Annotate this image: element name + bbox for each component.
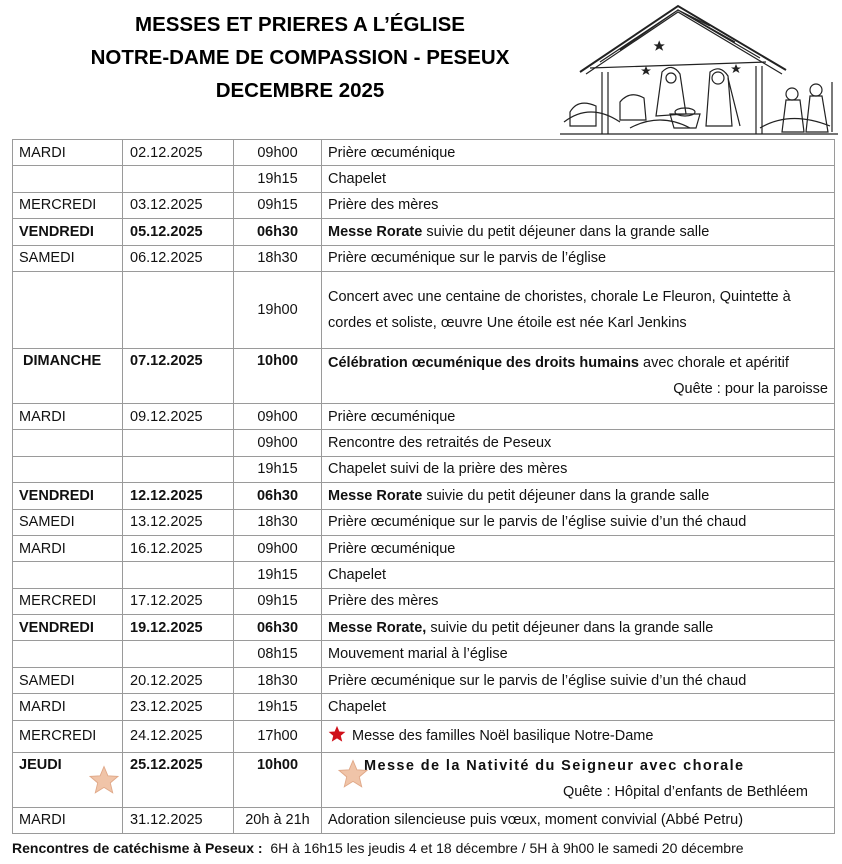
schedule-row <box>13 456 835 482</box>
time-cell: 06h30 <box>234 615 322 641</box>
time-cell: 09h15 <box>234 588 322 614</box>
event-text: suivie du petit déjeuner dans la grande salle <box>422 223 710 240</box>
title-line-1: MESSES ET PRIERES A L’ÉGLISE <box>135 13 465 36</box>
footer-label: Rencontres de catéchisme à Peseux : <box>12 840 263 856</box>
event-cell: Prière œcuménique <box>322 403 835 429</box>
event-cell: Chapelet suivi de la prière des mères <box>322 456 835 482</box>
day-cell: SAMEDI <box>13 509 123 535</box>
time-cell: 18h30 <box>234 245 322 271</box>
date-cell: 31.12.2025 <box>123 807 234 833</box>
event-bold-text: Célébration œcuménique des droits humains <box>328 354 639 371</box>
day-cell: MARDI <box>13 807 123 833</box>
page-title <box>0 8 600 107</box>
day-cell: MERCREDI <box>13 192 123 218</box>
day-cell <box>13 752 123 807</box>
time-cell: 19h00 <box>234 271 322 348</box>
day-cell <box>13 562 123 588</box>
time-cell: 18h30 <box>234 667 322 693</box>
schedule-row <box>13 694 835 720</box>
event-cell: Concert avec une centaine de choristes, chorale Le Fleuron, Quintette à cordes et soliste, œuvre Une étoile est née Karl Jenkins <box>322 271 835 348</box>
time-cell: 19h15 <box>234 166 322 192</box>
event-bold-text: Messe de la Nativité du Seigneur avec chorale <box>364 757 745 774</box>
event-cell: Prière œcuménique sur le parvis de l’église suivie d’un thé chaud <box>322 667 835 693</box>
red-star-icon <box>328 725 346 743</box>
footer-text: 6H à 16h15 les jeudis 4 et 18 décembre / 5H à 9h00 le samedi 20 décembre <box>270 840 744 856</box>
schedule-row <box>13 535 835 561</box>
time-cell: 06h30 <box>234 483 322 509</box>
date-cell <box>123 430 234 456</box>
time-cell: 09h00 <box>234 140 322 166</box>
event-text: avec chorale et apéritif <box>639 354 789 371</box>
event-cell: Chapelet <box>322 166 835 192</box>
event-text: suivie du petit déjeuner dans la grande salle <box>422 487 710 504</box>
time-cell: 08h15 <box>234 641 322 667</box>
schedule-row <box>13 667 835 693</box>
date-cell: 17.12.2025 <box>123 588 234 614</box>
day-cell: MARDI <box>13 403 123 429</box>
time-cell: 18h30 <box>234 509 322 535</box>
event-cell: Mouvement marial à l’église <box>322 641 835 667</box>
schedule-row <box>13 752 835 807</box>
date-cell: 05.12.2025 <box>123 219 234 245</box>
time-cell: 17h00 <box>234 720 322 752</box>
schedule-row <box>13 615 835 641</box>
schedule-row <box>13 430 835 456</box>
event-cell <box>322 483 835 509</box>
time-cell: 09h15 <box>234 192 322 218</box>
day-cell: DIMANCHE <box>13 348 123 403</box>
date-cell <box>123 562 234 588</box>
event-cell <box>322 219 835 245</box>
schedule-row <box>13 140 835 166</box>
day-cell: MARDI <box>13 140 123 166</box>
day-cell <box>13 641 123 667</box>
date-cell <box>123 456 234 482</box>
date-cell: 06.12.2025 <box>123 245 234 271</box>
title-line-3: DECEMBRE 2025 <box>215 79 385 102</box>
event-cell: Chapelet <box>322 562 835 588</box>
day-cell: MERCREDI <box>13 588 123 614</box>
schedule-row <box>13 403 835 429</box>
day-cell <box>13 166 123 192</box>
event-text: Messe des familles Noël basilique Notre-Dame <box>352 728 654 745</box>
day-cell: MARDI <box>13 535 123 561</box>
time-cell: 09h00 <box>234 403 322 429</box>
day-cell: MARDI <box>13 694 123 720</box>
event-cell: Prière œcuménique <box>322 535 835 561</box>
peach-star-icon <box>338 759 368 789</box>
time-cell: 10h00 <box>234 348 322 403</box>
event-bold-text: Messe Rorate <box>328 487 423 504</box>
date-cell: 02.12.2025 <box>123 140 234 166</box>
event-cell <box>322 752 835 807</box>
event-cell <box>322 720 835 752</box>
date-cell: 03.12.2025 <box>123 192 234 218</box>
schedule-row <box>13 483 835 509</box>
schedule-row <box>13 348 835 403</box>
event-cell: Adoration silencieuse puis vœux, moment convivial (Abbé Petru) <box>322 807 835 833</box>
time-cell: 20h à 21h <box>234 807 322 833</box>
quete-text: Quête : Hôpital d’enfants de Bethléem <box>562 783 808 800</box>
date-cell <box>123 641 234 667</box>
time-cell: 06h30 <box>234 219 322 245</box>
event-bold-text: Messe Rorate, <box>328 619 427 636</box>
event-bold-text: Messe Rorate <box>328 223 423 240</box>
schedule-row <box>13 245 835 271</box>
catechism-footer <box>12 840 744 856</box>
nativity-scene-illustration <box>560 2 838 138</box>
event-cell: Chapelet <box>322 694 835 720</box>
title-line-2: NOTRE-DAME DE COMPASSION - PESEUX <box>90 46 510 69</box>
event-text: suivie du petit déjeuner dans la grande salle <box>426 619 714 636</box>
date-cell <box>123 271 234 348</box>
schedule-row <box>13 720 835 752</box>
date-cell: 16.12.2025 <box>123 535 234 561</box>
day-cell: SAMEDI <box>13 667 123 693</box>
schedule-row <box>13 219 835 245</box>
schedule-row <box>13 271 835 348</box>
event-cell: Prière des mères <box>322 192 835 218</box>
day-cell <box>13 271 123 348</box>
day-cell: VENDREDI <box>13 219 123 245</box>
schedule-row <box>13 588 835 614</box>
date-cell: 19.12.2025 <box>123 615 234 641</box>
schedule-row <box>13 641 835 667</box>
date-cell <box>123 166 234 192</box>
event-cell: Prière œcuménique <box>322 140 835 166</box>
event-cell: Prière des mères <box>322 588 835 614</box>
event-cell: Rencontre des retraités de Peseux <box>322 430 835 456</box>
time-cell: 09h00 <box>234 430 322 456</box>
date-cell: 20.12.2025 <box>123 667 234 693</box>
day-cell: VENDREDI <box>13 615 123 641</box>
schedule-row <box>13 509 835 535</box>
event-cell: Prière œcuménique sur le parvis de l’église suivie d’un thé chaud <box>322 509 835 535</box>
day-text: JEUDI <box>19 756 62 773</box>
schedule-row <box>13 562 835 588</box>
day-cell <box>13 430 123 456</box>
schedule-row <box>13 192 835 218</box>
date-cell: 13.12.2025 <box>123 509 234 535</box>
date-cell: 24.12.2025 <box>123 720 234 752</box>
schedule-row <box>13 166 835 192</box>
date-cell: 25.12.2025 <box>123 752 234 807</box>
time-cell: 19h15 <box>234 562 322 588</box>
time-cell: 10h00 <box>234 752 322 807</box>
date-cell: 09.12.2025 <box>123 403 234 429</box>
quete-text: Quête : pour la paroisse <box>673 380 828 397</box>
day-cell: MERCREDI <box>13 720 123 752</box>
day-cell <box>13 456 123 482</box>
event-cell <box>322 348 835 403</box>
time-cell: 09h00 <box>234 535 322 561</box>
date-cell: 12.12.2025 <box>123 483 234 509</box>
time-cell: 19h15 <box>234 456 322 482</box>
date-cell: 23.12.2025 <box>123 694 234 720</box>
date-cell: 07.12.2025 <box>123 348 234 403</box>
day-cell: VENDREDI <box>13 483 123 509</box>
day-cell: SAMEDI <box>13 245 123 271</box>
schedule-row <box>13 807 835 833</box>
peach-star-icon <box>89 765 119 795</box>
time-cell: 19h15 <box>234 694 322 720</box>
event-cell <box>322 615 835 641</box>
schedule-table <box>12 139 835 834</box>
event-cell: Prière œcuménique sur le parvis de l’église <box>322 245 835 271</box>
